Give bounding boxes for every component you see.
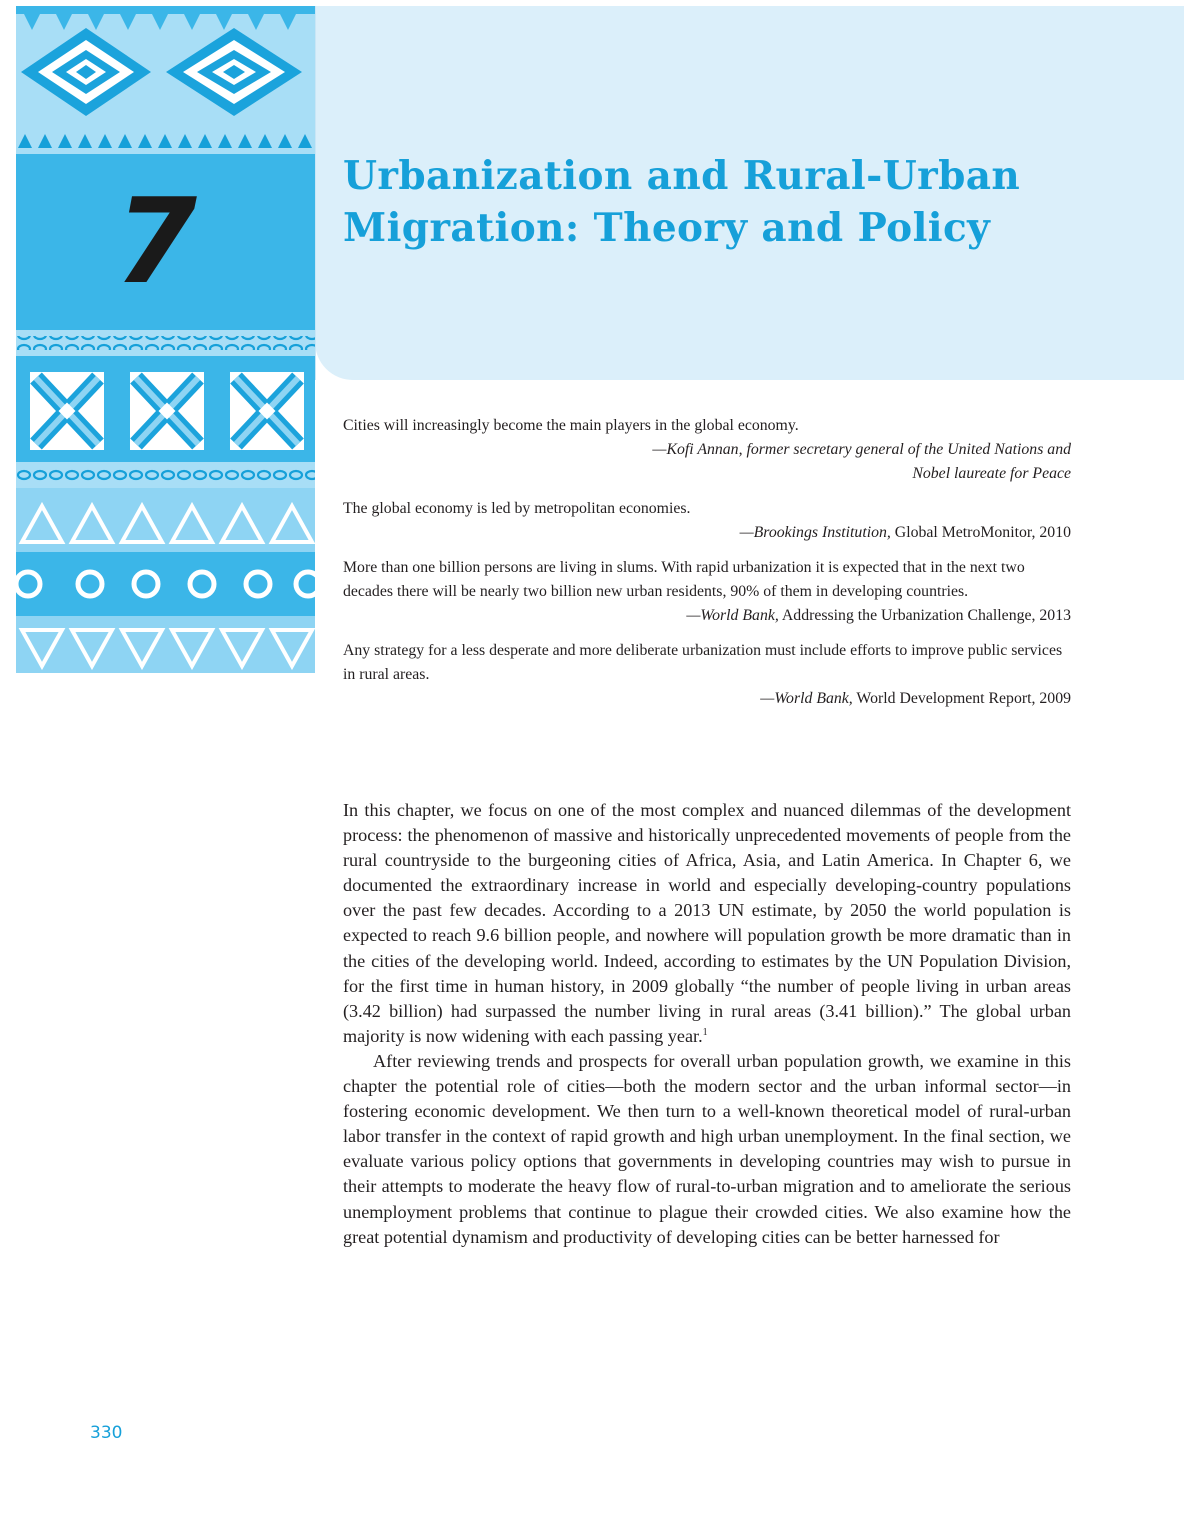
body-text — [343, 798, 1071, 1250]
page-number: 330 — [90, 1423, 123, 1443]
paragraph-2: After reviewing trends and prospects for overall urban population growth, we examine in this chapter the potential role of cities—both the modern sector and the urban informal sector—in fostering economic development. We then turn to a well-known theoretical model of rural-urban labor transfer in the context of rapid growth and high urban unemployment. In the final section, we evaluate various policy options that governments in developing countries may wish to pursue in their attempts to moderate the heavy flow of rural-to-urban migration and to ameliorate the serious unemployment problems that continue to plague their crowded cities. We also examine how the great potential dynamism and productivity of developing cities can be better harnessed for — [343, 1050, 1071, 1247]
epigraphs — [343, 414, 1071, 722]
epigraph-source: —Brookings Institution, Global MetroMonitor, 2010 — [739, 524, 1071, 541]
chapter-title-line-2: Migration: Theory and Policy — [343, 205, 991, 251]
epigraph-1 — [343, 414, 1071, 486]
footnote-ref[interactable]: 1 — [702, 1026, 708, 1038]
tribal-pattern-graphic — [16, 6, 315, 673]
paragraph-1: In this chapter, we focus on one of the most complex and nuanced dilemmas of the development process: the phenomenon of massive and historically unprecedented movements of people from the rural countryside to the burgeoning cities of Africa, Asia, and Latin America. In Chapter 6, we documented the extraordinary increase in world and especially developing-country populations over the past few decades. According to a 2013 UN estimate, by 2050 the world population is expected to reach 9.6 billion people, and nowhere will population growth be more dramatic than in the cities of the developing world. Indeed, according to estimates by the UN Population Division, for the first time in human history, in 2009 globally “the number of people living in urban areas (3.42 billion) had surpassed the number living in rural areas (3.41 billion).” The global urban majority is now widening with each passing year.$^1$ — [343, 800, 1071, 1046]
epigraph-quote: Cities will increasingly become the main players in the global economy. — [343, 417, 799, 434]
epigraph-source: —Kofi Annan, former secretary general of the United Nations and — [652, 441, 1071, 458]
chapter-number: 7 — [114, 172, 198, 310]
decorative-pattern-band — [16, 6, 315, 673]
chapter-title-line-1: Urbanization and Rural-Urban — [343, 153, 1021, 199]
epigraph-2 — [343, 497, 1071, 545]
x-motif-2 — [130, 372, 204, 450]
epigraph-source: Nobel laureate for Peace — [912, 465, 1071, 482]
epigraph-source: —World Bank, World Development Report, 2009 — [760, 690, 1071, 707]
epigraph-4 — [343, 639, 1071, 711]
epigraph-quote: More than one billion persons are living in slums. With rapid urbanization it is expected that in the next two decades there will be nearly two billion new urban residents, 90% of them in developing countries. — [343, 559, 1025, 600]
epigraph-quote: The global economy is led by metropolitan economies. — [343, 500, 691, 517]
epigraph-source: —World Bank, Addressing the Urbanization Challenge, 2013 — [686, 607, 1071, 624]
epigraph-3 — [343, 556, 1071, 628]
epigraph-quote: Any strategy for a less desperate and more deliberate urbanization must include efforts to improve public services in rural areas. — [343, 642, 1063, 683]
chapter-title — [343, 150, 1143, 254]
x-motif-1 — [30, 372, 104, 450]
x-motif-3 — [230, 372, 304, 450]
